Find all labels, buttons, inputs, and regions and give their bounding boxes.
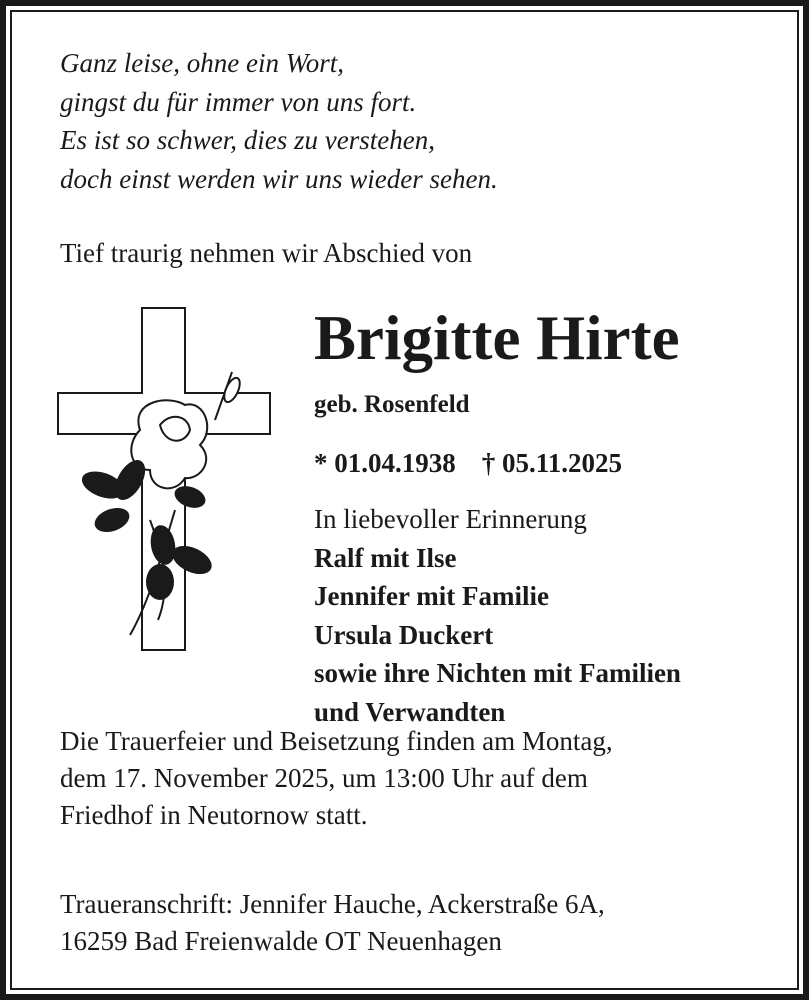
- mourner: Jennifer mit Familie: [314, 581, 549, 611]
- mourner: Ralf mit Ilse: [314, 542, 457, 573]
- ceremony-line: Die Trauerfeier und Beisetzung finden am Montag,: [60, 726, 613, 756]
- life-dates: [314, 444, 622, 482]
- mourning-address: [60, 885, 605, 959]
- address-line: Traueranschrift: Jennifer Hauche, Ackerstraße 6A,: [60, 889, 605, 919]
- mourner: Ursula Duckert: [314, 619, 494, 650]
- ceremony-line: Friedhof in Neutornow statt.: [60, 800, 368, 830]
- poem-line: Es ist so schwer, dies zu verstehen,: [60, 125, 435, 155]
- address-line: 16259 Bad Freienwalde OT Neuenhagen: [60, 926, 502, 956]
- birth-date: * 01.04.1938: [314, 448, 456, 478]
- cross-with-rose-icon: [50, 300, 280, 660]
- poem-line: gingst du für immer von uns fort.: [60, 86, 417, 117]
- mourners-heading: In liebevoller Erinnerung: [314, 504, 587, 534]
- ceremony-line: dem 17. November 2025, um 13:00 Uhr auf dem: [60, 763, 588, 793]
- deceased-name: Brigitte Hirte: [314, 303, 680, 373]
- poem: [60, 44, 498, 198]
- mourner: sowie ihre Nichten mit Familien: [314, 658, 681, 688]
- poem-line: Ganz leise, ohne ein Wort,: [60, 48, 344, 78]
- ceremony-info: [60, 722, 613, 833]
- death-date: † 05.11.2025: [481, 448, 623, 478]
- poem-line: doch einst werden wir uns wieder sehen.: [60, 163, 498, 194]
- mourner: und Verwandten: [314, 696, 506, 727]
- mourners: [314, 500, 681, 731]
- birth-name: geb. Rosenfeld: [314, 391, 470, 418]
- intro-text: Tief traurig nehmen wir Abschied von: [60, 238, 473, 268]
